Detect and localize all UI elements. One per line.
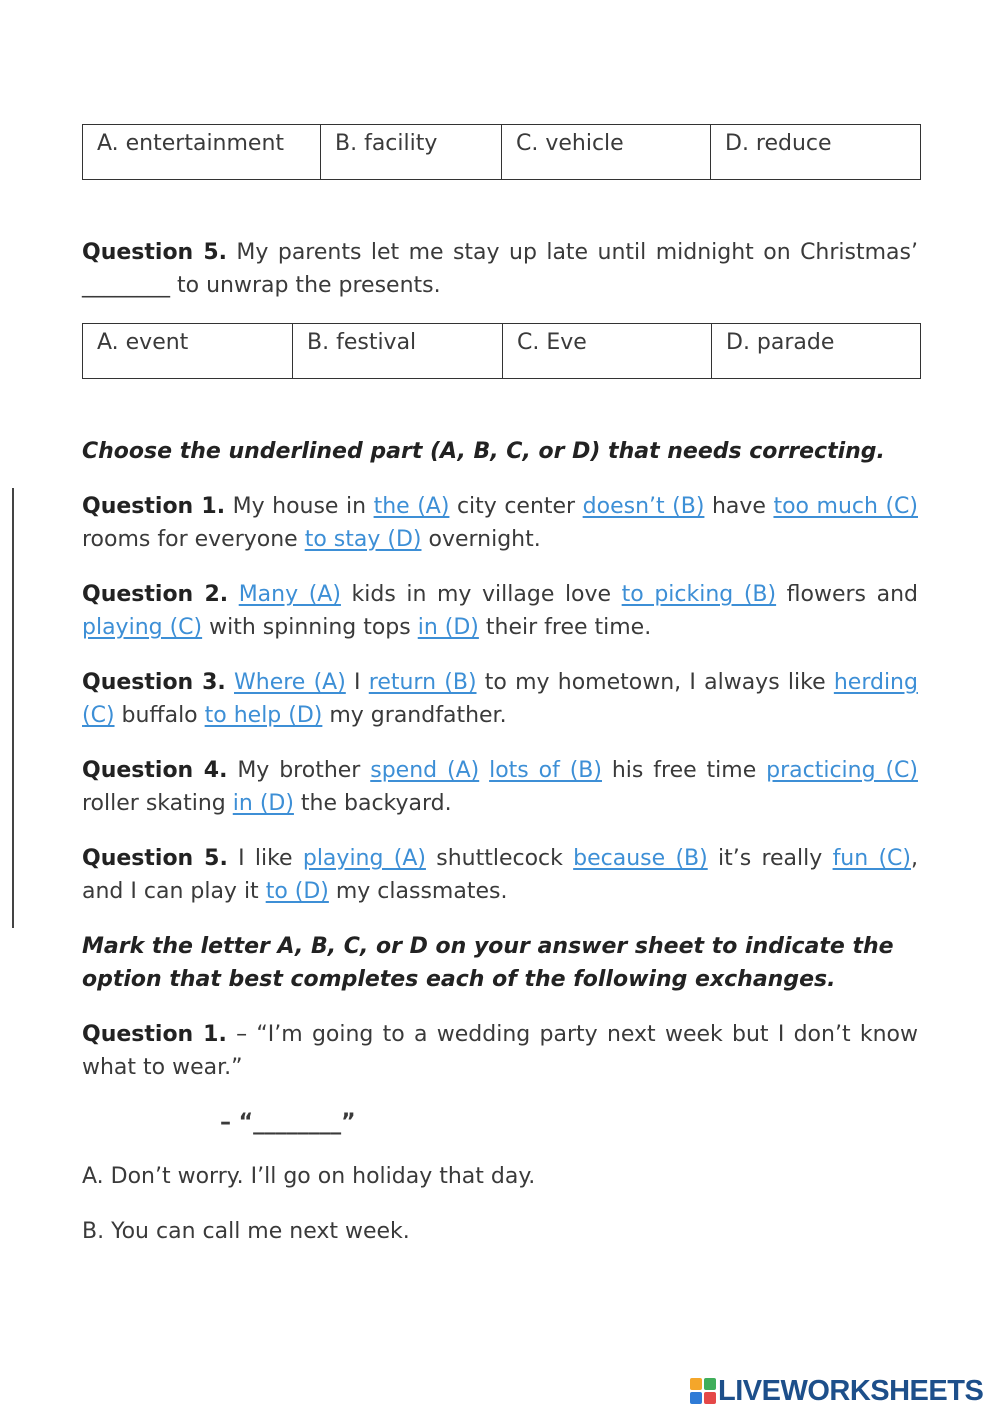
logo-text: LIVEWORKSHEETS — [718, 1374, 984, 1407]
underlined-option-b[interactable]: to picking (B) — [621, 582, 777, 607]
question-label: Question 4. — [82, 758, 228, 783]
margin-line — [12, 488, 14, 928]
underlined-option-d[interactable]: to stay (D) — [304, 527, 422, 552]
underlined-option-a[interactable]: playing (A) — [302, 846, 426, 871]
text-part: My brother — [227, 758, 371, 783]
underlined-option-b[interactable]: lots of (B) — [489, 758, 602, 783]
question-text: – “I’m going to a wedding party next week but I don’t know what to wear.” — [82, 1022, 918, 1080]
text-part: flowers and — [776, 582, 918, 607]
text-part — [479, 758, 489, 783]
q5-option-b[interactable]: B. festival — [293, 324, 503, 379]
answer-option-a[interactable]: A. Don’t worry. I’ll go on holiday that day. — [82, 1164, 536, 1189]
reply-blank[interactable]: – “________” — [220, 1110, 356, 1135]
text-part: overnight. — [421, 527, 541, 552]
question-label: Question 1. — [82, 494, 226, 519]
q4-option-d[interactable]: D. reduce — [711, 125, 921, 180]
underlined-option-a[interactable]: Where (A) — [234, 670, 346, 695]
liveworksheets-logo-icon — [690, 1378, 716, 1404]
question-label: Question 1. — [82, 1022, 227, 1047]
text-part — [226, 670, 234, 695]
text-part: their free time. — [478, 615, 652, 640]
underlined-option-a[interactable]: the (A) — [373, 494, 450, 519]
underlined-option-b[interactable]: because (B) — [573, 846, 708, 871]
text-part — [228, 582, 239, 607]
underlined-option-c[interactable]: fun (C) — [832, 846, 911, 871]
q5-option-c[interactable]: C. Eve — [503, 324, 712, 379]
text-part: My house in — [225, 494, 374, 519]
text-part: my grandfather. — [322, 703, 507, 728]
liveworksheets-logo — [690, 1376, 983, 1406]
text-part: have — [704, 494, 774, 519]
q5-text: My parents let me stay up late until midnight on Christmas’ ________ to unwrap the presents. — [82, 240, 918, 298]
text-part: it’s really — [707, 846, 833, 871]
underlined-option-b[interactable]: return (B) — [368, 670, 477, 695]
text-part: I like — [227, 846, 303, 871]
underlined-option-d[interactable]: to (D) — [265, 879, 329, 904]
text-part: kids in my village love — [340, 582, 622, 607]
question-label: Question 5. — [82, 846, 228, 871]
error-question-5 — [82, 842, 918, 908]
underlined-option-d[interactable]: in (D) — [232, 791, 294, 816]
text-part: rooms for everyone — [82, 527, 305, 552]
text-part: my classmates. — [328, 879, 508, 904]
underlined-option-a[interactable]: Many (A) — [238, 582, 341, 607]
error-question-1 — [82, 490, 918, 556]
text-part: with spinning tops — [202, 615, 418, 640]
underlined-option-c[interactable]: practicing (C) — [766, 758, 918, 783]
underlined-option-c[interactable]: herding (C) — [82, 670, 918, 728]
q5-option-a[interactable]: A. event — [83, 324, 293, 379]
error-question-4 — [82, 754, 918, 820]
underlined-option-c[interactable]: too much (C) — [773, 494, 918, 519]
text-part: the backyard. — [293, 791, 452, 816]
question-label: Question 3. — [82, 670, 226, 695]
text-part: roller skating — [82, 791, 233, 816]
q4-option-c[interactable]: C. vehicle — [502, 125, 711, 180]
text-part: his free time — [601, 758, 767, 783]
q5-options-table — [82, 323, 921, 379]
underlined-option-b[interactable]: doesn’t (B) — [582, 494, 705, 519]
underlined-option-c[interactable]: playing (C) — [82, 615, 203, 640]
underlined-option-d[interactable]: in (D) — [417, 615, 479, 640]
q5-option-d[interactable]: D. parade — [712, 324, 921, 379]
q5-label: Question 5. — [82, 240, 227, 265]
error-question-2 — [82, 578, 918, 644]
text-part: shuttlecock — [425, 846, 574, 871]
text-part: to my hometown, I always like — [476, 670, 834, 695]
text-part: , and I can play it — [82, 846, 918, 904]
q5-question — [82, 236, 918, 302]
q4-option-a[interactable]: A. entertainment — [83, 125, 321, 180]
text-part: I — [345, 670, 369, 695]
section3-instruction: Mark the letter A, B, C, or D on your answer sheet to indicate the option that best completes each of the following exchanges. — [82, 934, 894, 992]
q4-option-b[interactable]: B. facility — [321, 125, 502, 180]
underlined-option-a[interactable]: spend (A) — [370, 758, 480, 783]
section2-instruction: Choose the underlined part (A, B, C, or D) that needs correcting. — [82, 439, 885, 464]
text-part: buffalo — [114, 703, 205, 728]
exchange-question-1 — [82, 1018, 918, 1084]
text-part: city center — [449, 494, 583, 519]
q4-options-table — [82, 124, 921, 180]
answer-option-b[interactable]: B. You can call me next week. — [82, 1219, 410, 1244]
underlined-option-d[interactable]: to help (D) — [204, 703, 323, 728]
question-label: Question 2. — [82, 582, 229, 607]
error-question-3 — [82, 666, 918, 732]
